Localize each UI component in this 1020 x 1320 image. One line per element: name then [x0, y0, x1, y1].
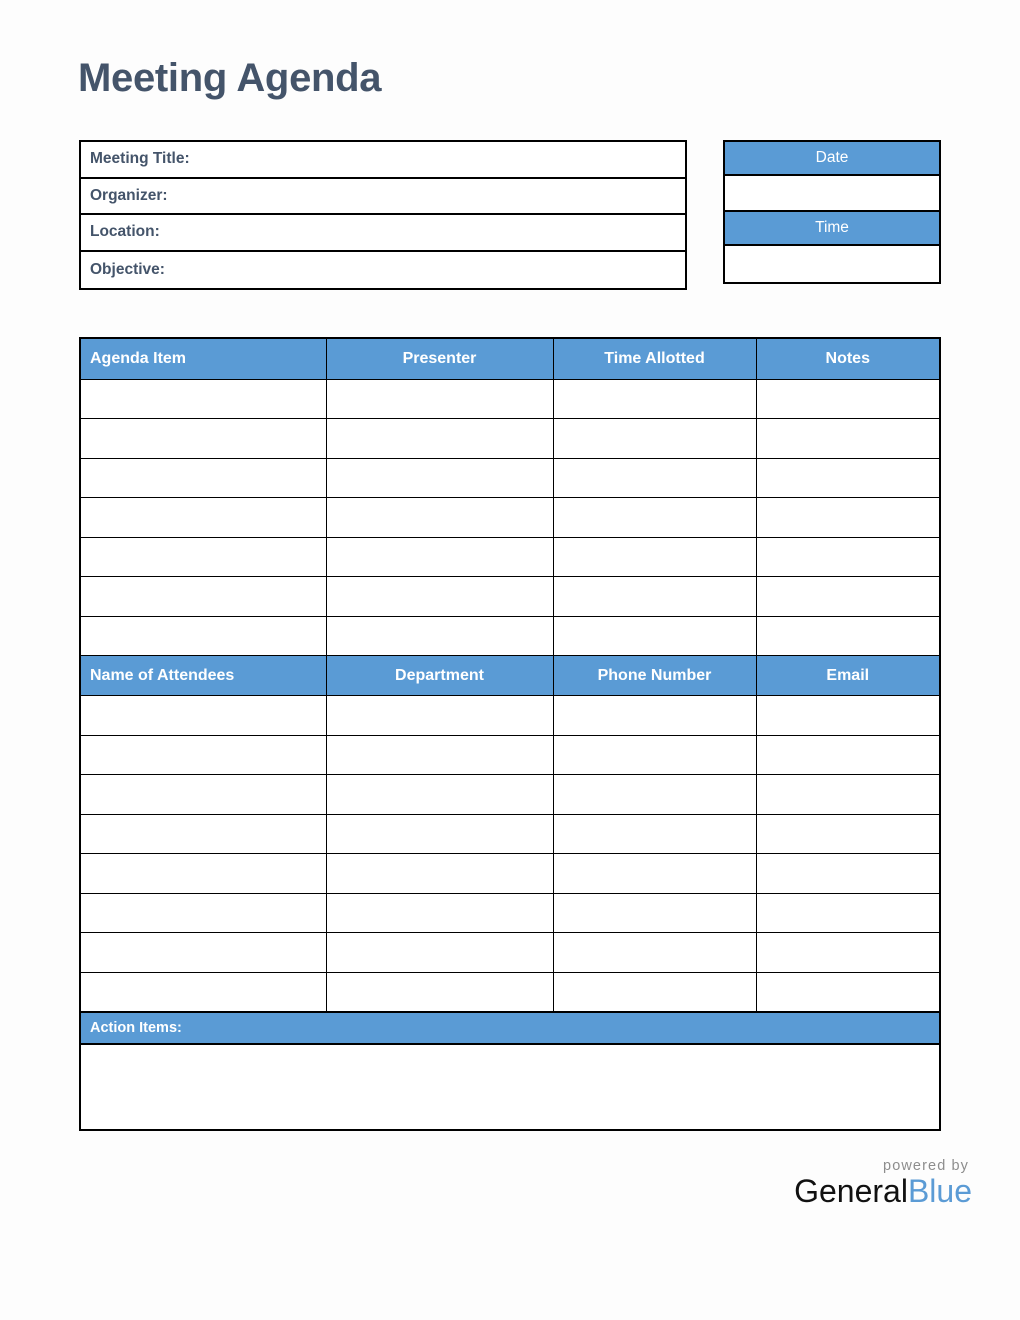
organizer-label: Organizer:	[90, 186, 168, 204]
meeting-title-label: Meeting Title:	[90, 150, 190, 168]
attendee-cell[interactable]	[553, 775, 756, 815]
agenda-cell[interactable]	[553, 458, 756, 498]
time-header: Time	[725, 212, 939, 246]
agenda-and-attendees-block	[79, 337, 941, 1131]
attendee-cell[interactable]	[553, 893, 756, 933]
info-row-location[interactable]	[81, 215, 685, 252]
attendee-cell[interactable]	[326, 814, 553, 854]
attendee-cell[interactable]	[553, 735, 756, 775]
agenda-cell[interactable]	[553, 419, 756, 459]
attendee-cell[interactable]	[756, 735, 939, 775]
table-row	[81, 735, 939, 775]
table-row	[81, 893, 939, 933]
objective-label: Objective:	[90, 260, 165, 278]
attendee-cell[interactable]	[81, 972, 326, 1012]
powered-by-label: powered by	[883, 1158, 969, 1174]
agenda-cell[interactable]	[326, 498, 553, 538]
action-items-header: Action Items:	[81, 1012, 939, 1045]
agenda-cell[interactable]	[326, 379, 553, 419]
action-items-input-area[interactable]	[81, 1045, 939, 1129]
attendee-cell[interactable]	[326, 933, 553, 973]
table-row	[81, 696, 939, 736]
attendee-cell[interactable]	[756, 972, 939, 1012]
attendees-header-phone-number: Phone Number	[553, 656, 756, 696]
agenda-table	[81, 339, 939, 1012]
attendee-cell[interactable]	[756, 854, 939, 894]
agenda-header-presenter: Presenter	[326, 339, 553, 379]
table-row	[81, 775, 939, 815]
agenda-cell[interactable]	[81, 537, 326, 577]
attendees-header-department: Department	[326, 656, 553, 696]
agenda-cell[interactable]	[756, 379, 939, 419]
table-row	[81, 814, 939, 854]
attendee-cell[interactable]	[81, 775, 326, 815]
agenda-cell[interactable]	[326, 458, 553, 498]
attendee-cell[interactable]	[326, 893, 553, 933]
agenda-cell[interactable]	[553, 537, 756, 577]
agenda-header-time-allotted: Time Allotted	[553, 339, 756, 379]
agenda-cell[interactable]	[81, 616, 326, 656]
agenda-cell[interactable]	[756, 458, 939, 498]
table-row	[81, 854, 939, 894]
attendee-cell[interactable]	[553, 814, 756, 854]
attendee-cell[interactable]	[756, 814, 939, 854]
attendee-cell[interactable]	[756, 893, 939, 933]
table-row	[81, 419, 939, 459]
attendee-cell[interactable]	[553, 972, 756, 1012]
location-label: Location:	[90, 223, 160, 241]
table-row	[81, 616, 939, 656]
table-row	[81, 537, 939, 577]
agenda-cell[interactable]	[81, 379, 326, 419]
info-row-organizer[interactable]	[81, 179, 685, 216]
attendee-cell[interactable]	[81, 893, 326, 933]
table-row	[81, 933, 939, 973]
table-row	[81, 379, 939, 419]
agenda-cell[interactable]	[553, 498, 756, 538]
attendee-cell[interactable]	[553, 696, 756, 736]
page-title: Meeting Agenda	[78, 56, 382, 100]
agenda-cell[interactable]	[756, 537, 939, 577]
attendee-cell[interactable]	[81, 735, 326, 775]
table-row	[81, 498, 939, 538]
attendees-header-name: Name of Attendees	[81, 656, 326, 696]
agenda-cell[interactable]	[756, 577, 939, 617]
agenda-cell[interactable]	[81, 458, 326, 498]
info-row-objective[interactable]	[81, 252, 685, 289]
table-row	[81, 577, 939, 617]
agenda-cell[interactable]	[326, 616, 553, 656]
agenda-cell[interactable]	[81, 419, 326, 459]
meeting-info-block	[79, 140, 687, 290]
attendee-cell[interactable]	[81, 854, 326, 894]
attendee-cell[interactable]	[326, 735, 553, 775]
attendee-cell[interactable]	[326, 972, 553, 1012]
agenda-cell[interactable]	[553, 616, 756, 656]
agenda-cell[interactable]	[81, 577, 326, 617]
table-row	[81, 458, 939, 498]
attendees-header-email: Email	[756, 656, 939, 696]
agenda-header-agenda-item: Agenda Item	[81, 339, 326, 379]
agenda-header-notes: Notes	[756, 339, 939, 379]
agenda-cell[interactable]	[326, 537, 553, 577]
agenda-cell[interactable]	[756, 498, 939, 538]
info-row-meeting-title[interactable]	[81, 142, 685, 179]
attendee-cell[interactable]	[326, 696, 553, 736]
date-time-block	[723, 140, 941, 284]
agenda-cell[interactable]	[553, 577, 756, 617]
attendee-cell[interactable]	[81, 933, 326, 973]
brand-blue-text: Blue	[907, 1173, 972, 1209]
generalblue-logo	[794, 1175, 972, 1209]
attendee-cell[interactable]	[81, 814, 326, 854]
attendee-cell[interactable]	[553, 854, 756, 894]
agenda-cell[interactable]	[326, 577, 553, 617]
agenda-cell[interactable]	[81, 498, 326, 538]
agenda-header-row	[81, 339, 939, 379]
brand-general-text: General	[794, 1173, 908, 1209]
attendee-cell[interactable]	[326, 775, 553, 815]
agenda-cell[interactable]	[756, 616, 939, 656]
attendee-cell[interactable]	[756, 775, 939, 815]
attendee-cell[interactable]	[756, 696, 939, 736]
agenda-cell[interactable]	[756, 419, 939, 459]
date-input-cell[interactable]	[725, 176, 939, 212]
attendee-cell[interactable]	[81, 696, 326, 736]
table-row	[81, 972, 939, 1012]
agenda-cell[interactable]	[326, 419, 553, 459]
time-input-cell[interactable]	[725, 246, 939, 282]
attendee-cell[interactable]	[553, 933, 756, 973]
attendee-cell[interactable]	[326, 854, 553, 894]
agenda-cell[interactable]	[553, 379, 756, 419]
attendee-cell[interactable]	[756, 933, 939, 973]
attendees-header-row	[81, 656, 939, 696]
date-header: Date	[725, 142, 939, 176]
footer-branding	[794, 1158, 972, 1209]
